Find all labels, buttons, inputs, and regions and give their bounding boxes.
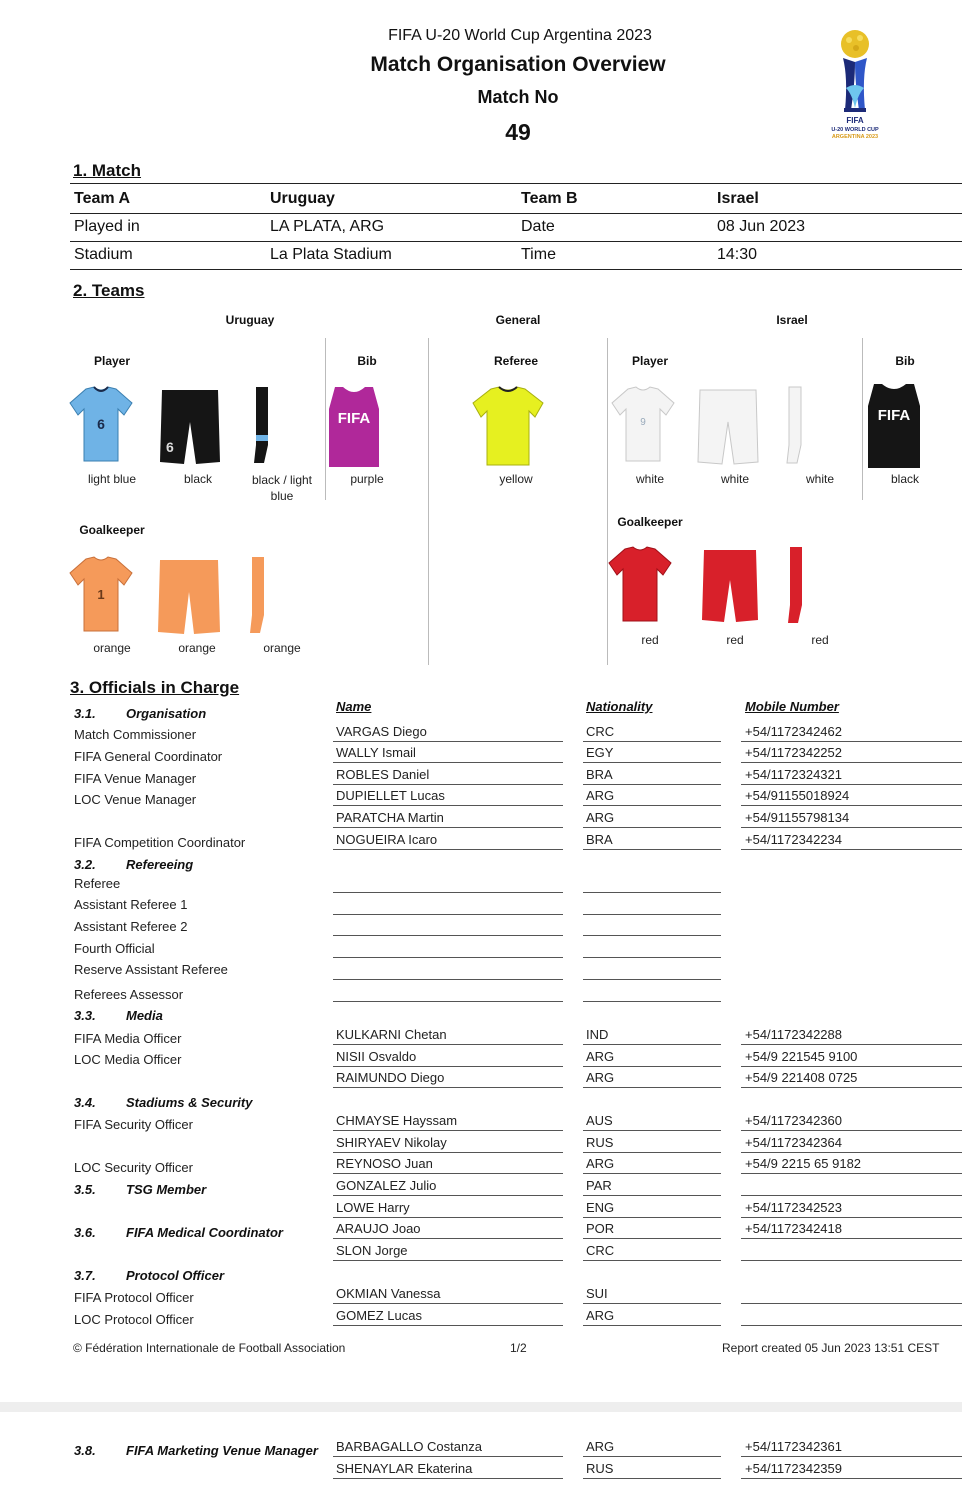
row-underline bbox=[741, 1130, 962, 1131]
row-underline bbox=[583, 1303, 721, 1304]
uruguay-shirt-color: light blue bbox=[87, 472, 137, 486]
official-nationality: ARG bbox=[586, 1308, 615, 1323]
page-break bbox=[0, 1402, 962, 1412]
row-underline bbox=[741, 1478, 962, 1479]
official-name: SLON Jorge bbox=[336, 1243, 408, 1258]
svg-text:9: 9 bbox=[640, 417, 646, 428]
sub-3-4-title: Stadiums & Security bbox=[126, 1095, 253, 1110]
uruguay-shorts-icon bbox=[158, 388, 222, 471]
official-name: REYNOSO Juan bbox=[336, 1156, 433, 1171]
official-mobile: +54/1172342361 bbox=[745, 1439, 842, 1454]
empty-underline bbox=[333, 979, 563, 980]
tournament-logo bbox=[818, 28, 892, 148]
team-b-value: Israel bbox=[717, 190, 759, 207]
section-match-title: 1. Match bbox=[73, 161, 142, 180]
official-nationality: AUS bbox=[586, 1113, 613, 1128]
row-underline bbox=[333, 1217, 563, 1218]
role-loc-security-officer: LOC Security Officer bbox=[74, 1160, 193, 1175]
sub-3-2-title: Refereeing bbox=[126, 857, 194, 872]
uruguay-player-heading: Player bbox=[93, 354, 131, 368]
match-no-label: Match No bbox=[477, 87, 559, 107]
row-underline bbox=[333, 1066, 563, 1067]
official-name: RAIMUNDO Diego bbox=[336, 1070, 445, 1085]
row-underline bbox=[741, 1173, 962, 1174]
official-nationality: BRA bbox=[586, 832, 613, 847]
logo-fifa-text: FIFA bbox=[846, 116, 864, 125]
report-created: Report created 05 Jun 2023 13:51 CEST bbox=[722, 1341, 940, 1355]
row-underline bbox=[583, 1066, 721, 1067]
row-underline bbox=[333, 1130, 563, 1131]
sub-3-1-number: 3.1. bbox=[74, 706, 96, 721]
copyright: © Fédération Internationale de Football Association bbox=[73, 1341, 346, 1355]
official-mobile: +54/1172342360 bbox=[745, 1113, 842, 1128]
uruguay-bib-icon bbox=[323, 385, 385, 474]
official-name: VARGAS Diego bbox=[336, 724, 427, 739]
row-underline bbox=[741, 1195, 962, 1196]
date-value: 08 Jun 2023 bbox=[717, 218, 806, 235]
official-name: CHMAYSE Hayssam bbox=[336, 1113, 458, 1128]
official-name: WALLY Ismail bbox=[336, 745, 416, 760]
logo-host-text: ARGENTINA 2023 bbox=[831, 134, 879, 140]
official-nationality: CRC bbox=[586, 724, 615, 739]
row-underline bbox=[333, 1238, 563, 1239]
israel-gk-shorts-color: red bbox=[726, 633, 744, 647]
uruguay-gk-shirt-color: orange bbox=[93, 641, 131, 655]
row-underline bbox=[741, 762, 962, 763]
uruguay-gk-socks-color: orange bbox=[263, 641, 301, 655]
row-underline bbox=[741, 1066, 962, 1067]
stadium-value: La Plata Stadium bbox=[270, 246, 392, 263]
row-underline bbox=[741, 1325, 962, 1326]
row-underline bbox=[333, 1456, 563, 1457]
row-underline bbox=[333, 1087, 563, 1088]
official-name: KULKARNI Chetan bbox=[336, 1027, 447, 1042]
israel-gk-shirt-color: red bbox=[641, 633, 659, 647]
israel-player-heading: Player bbox=[631, 354, 669, 368]
row-underline bbox=[583, 1173, 721, 1174]
israel-bib-color: black bbox=[890, 472, 919, 486]
row-underline bbox=[333, 1044, 563, 1045]
col-name-header: Name bbox=[336, 699, 372, 714]
logo-cup-text: U-20 WORLD CUP bbox=[831, 127, 879, 133]
sub-3-5-title: TSG Member bbox=[126, 1182, 207, 1197]
official-nationality: ARG bbox=[586, 1070, 615, 1085]
row-underline bbox=[583, 762, 721, 763]
official-nationality: POR bbox=[586, 1221, 615, 1236]
official-nationality: PAR bbox=[586, 1178, 612, 1193]
row-underline bbox=[741, 1238, 962, 1239]
official-mobile: +54/9 221408 0725 bbox=[745, 1070, 858, 1085]
empty-underline bbox=[583, 979, 721, 980]
row-underline bbox=[741, 849, 962, 850]
official-nationality: ENG bbox=[586, 1200, 615, 1215]
row-underline bbox=[333, 827, 563, 828]
empty-underline bbox=[583, 914, 721, 915]
official-nationality: ARG bbox=[586, 1049, 615, 1064]
row-underline bbox=[741, 784, 962, 785]
row-underline bbox=[583, 1478, 721, 1479]
row-underline bbox=[741, 1217, 962, 1218]
role-referees-assessor: Referees Assessor bbox=[74, 987, 184, 1002]
row-underline bbox=[333, 1152, 563, 1153]
row-underline bbox=[583, 1238, 721, 1239]
empty-underline bbox=[583, 1001, 721, 1002]
uruguay-shorts-color: black bbox=[183, 472, 212, 486]
row-underline bbox=[583, 741, 721, 742]
official-name: LOWE Harry bbox=[336, 1200, 410, 1215]
row-underline bbox=[333, 741, 563, 742]
official-name: SHENAYLAR Ekaterina bbox=[336, 1461, 473, 1476]
official-name: GOMEZ Lucas bbox=[336, 1308, 422, 1323]
official-nationality: ARG bbox=[586, 810, 615, 825]
official-mobile: +54/1172342462 bbox=[745, 724, 842, 739]
empty-underline bbox=[333, 1001, 563, 1002]
row-underline bbox=[583, 1456, 721, 1457]
general-heading: General bbox=[495, 313, 541, 327]
row-underline bbox=[583, 1152, 721, 1153]
sub-3-3-number: 3.3. bbox=[74, 1008, 96, 1023]
match-row-venue bbox=[70, 214, 962, 242]
col-mobile-header: Mobile Number bbox=[745, 699, 839, 714]
row-underline bbox=[333, 762, 563, 763]
row-underline bbox=[333, 805, 563, 806]
row-underline bbox=[333, 1195, 563, 1196]
israel-shorts-icon bbox=[696, 388, 760, 471]
row-underline bbox=[333, 849, 563, 850]
role-fifa-general-coordinator: FIFA General Coordinator bbox=[74, 749, 223, 764]
sub-3-8-title: FIFA Marketing Venue Manager bbox=[126, 1443, 318, 1458]
official-name: OKMIAN Vanessa bbox=[336, 1286, 441, 1301]
time-label: Time bbox=[521, 246, 556, 263]
uruguay-shirt-icon bbox=[68, 385, 134, 470]
time-value: 14:30 bbox=[717, 246, 758, 263]
team-a-label: Team A bbox=[74, 190, 131, 207]
row-underline bbox=[741, 741, 962, 742]
svg-text:1: 1 bbox=[97, 587, 105, 602]
official-nationality: ARG bbox=[586, 1439, 615, 1454]
official-mobile: +54/1172342234 bbox=[745, 832, 842, 847]
role-loc-protocol-officer: LOC Protocol Officer bbox=[74, 1312, 194, 1327]
role-fifa-venue-manager: FIFA Venue Manager bbox=[74, 771, 197, 786]
row-underline bbox=[333, 1478, 563, 1479]
stadium-label: Stadium bbox=[74, 246, 133, 263]
uruguay-socks-icon bbox=[250, 385, 274, 472]
empty-underline bbox=[583, 935, 721, 936]
sub-3-6-number: 3.6. bbox=[74, 1225, 96, 1240]
row-underline bbox=[583, 1260, 721, 1261]
date-label: Date bbox=[521, 218, 555, 235]
competition-name: FIFA U-20 World Cup Argentina 2023 bbox=[388, 27, 652, 44]
official-mobile: +54/1172342359 bbox=[745, 1461, 842, 1476]
official-nationality: SUI bbox=[586, 1286, 608, 1301]
section-teams-title: 2. Teams bbox=[73, 281, 145, 300]
team-b-label: Team B bbox=[521, 190, 578, 207]
row-underline bbox=[333, 1303, 563, 1304]
row-underline bbox=[741, 1456, 962, 1457]
role-fifa-security-officer: FIFA Security Officer bbox=[74, 1117, 193, 1132]
section-officials-title: 3. Officials in Charge bbox=[70, 678, 240, 697]
referee-heading: Referee bbox=[493, 354, 539, 368]
sub-3-8-number: 3.8. bbox=[74, 1443, 96, 1458]
official-name: GONZALEZ Julio bbox=[336, 1178, 437, 1193]
role-fourth-official: Fourth Official bbox=[74, 941, 155, 956]
role-fifa-protocol-officer: FIFA Protocol Officer bbox=[74, 1290, 194, 1305]
uruguay-gk-shorts-icon bbox=[156, 558, 222, 641]
uruguay-bib-color: purple bbox=[350, 472, 384, 486]
official-name: DUPIELLET Lucas bbox=[336, 788, 445, 803]
official-name: NOGUEIRA Icaro bbox=[336, 832, 438, 847]
row-underline bbox=[583, 784, 721, 785]
row-underline bbox=[333, 784, 563, 785]
role-reserve-assistant-referee: Reserve Assistant Referee bbox=[74, 962, 228, 977]
match-no: 49 bbox=[505, 119, 531, 145]
sub-3-7-number: 3.7. bbox=[74, 1268, 96, 1283]
official-name: BARBAGALLO Costanza bbox=[336, 1439, 482, 1454]
col-nationality-header: Nationality bbox=[586, 699, 653, 714]
official-nationality: ARG bbox=[586, 788, 615, 803]
israel-bib-icon bbox=[862, 382, 926, 475]
official-mobile: +54/1172342252 bbox=[745, 745, 842, 760]
row-underline bbox=[583, 1087, 721, 1088]
sub-3-5-number: 3.5. bbox=[74, 1182, 96, 1197]
referee-shirt-icon bbox=[471, 385, 545, 474]
row-underline bbox=[583, 805, 721, 806]
israel-bib-text: FIFA bbox=[877, 407, 911, 424]
official-name: SHIRYAEV Nikolay bbox=[336, 1135, 447, 1150]
official-mobile: +54/9 2215 65 9182 bbox=[745, 1156, 862, 1171]
row-underline bbox=[741, 1152, 962, 1153]
row-underline bbox=[583, 1130, 721, 1131]
row-underline bbox=[741, 1303, 962, 1304]
row-underline bbox=[583, 1195, 721, 1196]
israel-gk-socks-icon bbox=[784, 545, 808, 632]
uruguay-heading: Uruguay bbox=[225, 313, 275, 327]
israel-socks-icon bbox=[783, 385, 807, 472]
official-nationality: IND bbox=[586, 1027, 609, 1042]
svg-text:6: 6 bbox=[97, 416, 105, 432]
row-underline bbox=[583, 1044, 721, 1045]
row-underline bbox=[333, 1260, 563, 1261]
svg-text:6: 6 bbox=[166, 439, 174, 455]
israel-shirt-color: white bbox=[635, 472, 664, 486]
official-mobile: +54/1172342288 bbox=[745, 1027, 842, 1042]
official-name: ARAUJO Joao bbox=[336, 1221, 421, 1236]
official-nationality: CRC bbox=[586, 1243, 615, 1258]
page-number: 1/2 bbox=[510, 1341, 527, 1355]
israel-gk-shirt-icon bbox=[607, 545, 673, 630]
empty-underline bbox=[333, 957, 563, 958]
israel-shorts-color: white bbox=[720, 472, 749, 486]
role-fifa-competition-coordinator: FIFA Competition Coordinator bbox=[74, 835, 246, 850]
israel-gk-socks-color: red bbox=[811, 633, 829, 647]
israel-gk-shorts-icon bbox=[700, 548, 760, 629]
official-mobile: +54/1172324321 bbox=[745, 767, 842, 782]
row-underline bbox=[741, 1087, 962, 1088]
row-underline bbox=[333, 1173, 563, 1174]
official-nationality: BRA bbox=[586, 767, 613, 782]
empty-underline bbox=[333, 914, 563, 915]
official-name: PARATCHA Martin bbox=[336, 810, 444, 825]
referee-color: yellow bbox=[499, 472, 533, 486]
sub-3-6-title: FIFA Medical Coordinator bbox=[126, 1225, 283, 1240]
row-underline bbox=[583, 1217, 721, 1218]
row-underline bbox=[583, 827, 721, 828]
row-underline bbox=[741, 805, 962, 806]
official-mobile: +54/91155018924 bbox=[745, 788, 850, 803]
official-mobile: +54/9 221545 9100 bbox=[745, 1049, 858, 1064]
row-underline bbox=[741, 1260, 962, 1261]
match-row-teams bbox=[70, 186, 962, 214]
empty-underline bbox=[583, 957, 721, 958]
official-nationality: ARG bbox=[586, 1156, 615, 1171]
row-underline bbox=[583, 849, 721, 850]
row-underline bbox=[741, 1044, 962, 1045]
official-mobile: +54/91155798134 bbox=[745, 810, 850, 825]
uruguay-gk-shorts-color: orange bbox=[178, 641, 216, 655]
role-referee: Referee bbox=[74, 876, 121, 891]
israel-socks-color: white bbox=[805, 472, 834, 486]
played-in-label: Played in bbox=[74, 218, 140, 235]
israel-bib-heading: Bib bbox=[895, 354, 915, 368]
uruguay-bib-heading: Bib bbox=[357, 354, 377, 368]
israel-heading: Israel bbox=[776, 313, 808, 327]
role-loc-media-officer: LOC Media Officer bbox=[74, 1052, 182, 1067]
official-mobile: +54/1172342364 bbox=[745, 1135, 842, 1150]
match-row-stadium bbox=[70, 242, 962, 270]
role-assistant-referee-1: Assistant Referee 1 bbox=[74, 897, 188, 912]
role-loc-venue-manager: LOC Venue Manager bbox=[74, 792, 197, 807]
row-underline bbox=[333, 1325, 563, 1326]
row-underline bbox=[583, 1325, 721, 1326]
sub-3-4-number: 3.4. bbox=[74, 1095, 96, 1110]
empty-underline bbox=[333, 892, 563, 893]
uruguay-socks-color: black / light blue bbox=[251, 473, 313, 503]
team-a-value: Uruguay bbox=[270, 190, 335, 207]
sub-3-7-title: Protocol Officer bbox=[126, 1268, 225, 1283]
uruguay-gk-shirt-icon bbox=[68, 555, 134, 640]
role-assistant-referee-2: Assistant Referee 2 bbox=[74, 919, 188, 934]
uruguay-gk-socks-icon bbox=[246, 555, 270, 642]
official-nationality: RUS bbox=[586, 1135, 614, 1150]
role-match-commissioner: Match Commissioner bbox=[74, 727, 197, 742]
official-mobile: +54/1172342418 bbox=[745, 1221, 842, 1236]
row-underline bbox=[741, 827, 962, 828]
page-title: Match Organisation Overview bbox=[370, 53, 666, 76]
empty-underline bbox=[583, 892, 721, 893]
official-nationality: RUS bbox=[586, 1461, 614, 1476]
israel-shirt-icon bbox=[610, 385, 676, 470]
sub-3-2-number: 3.2. bbox=[74, 857, 96, 872]
israel-goalkeeper-heading: Goalkeeper bbox=[617, 515, 683, 529]
uruguay-bib-text: FIFA bbox=[337, 410, 371, 427]
sub-3-1-title: Organisation bbox=[126, 706, 207, 721]
uruguay-goalkeeper-heading: Goalkeeper bbox=[79, 523, 145, 537]
sub-3-3-title: Media bbox=[126, 1008, 163, 1023]
official-name: ROBLES Daniel bbox=[336, 767, 430, 782]
official-mobile: +54/1172342523 bbox=[745, 1200, 842, 1215]
played-in-value: LA PLATA, ARG bbox=[270, 218, 385, 235]
empty-underline bbox=[333, 935, 563, 936]
official-nationality: EGY bbox=[586, 745, 614, 760]
official-name: NISII Osvaldo bbox=[336, 1049, 417, 1064]
role-fifa-media-officer: FIFA Media Officer bbox=[74, 1031, 182, 1046]
